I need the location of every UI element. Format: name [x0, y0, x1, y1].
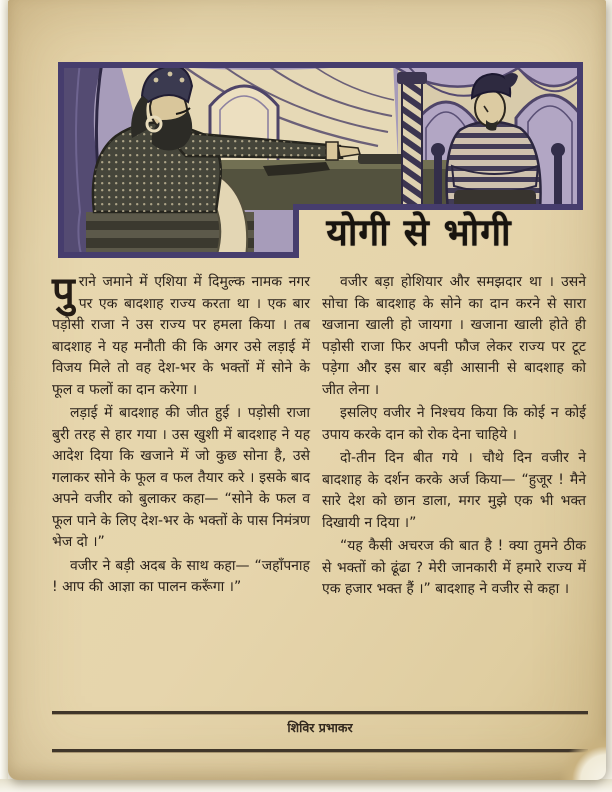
paragraph: दो-तीन दिन बीत गये । चौथे दिन वजीर ने बादशाह के दर्शन करके अर्ज किया— “हुजूर ! मैने सारे देश को छान डाला, मगर मुझे एक भी भक्त दिखायी न दिया ।” [322, 450, 586, 531]
footer-credit: शिविर प्रभाकर [287, 720, 353, 735]
paragraph: लड़ाई में बादशाह की जीत हुई । पड़ोसी राजा बुरी तरह से हार गया । उस खुशी में बादशाह ने यह आदेश दिया कि खजाने में जो कुछ सोना है, उसे गलाकर सोने के फूल व फल तैयार करे । इसके बाद अपने वजीर को बुलाकर कहा— “सोने के फल व फूल पाने के लिए देश-भर के भक्तों के पास निमंत्रण भेज दो ।” [52, 405, 310, 550]
drop-cap: पु [52, 269, 75, 315]
paragraph-text: राने जमाने में एशिया में दिमुल्क नामक नगर पर एक बादशाह राज्य करता था । एक बार पड़ोसी राजा ने उस राज्य पर हमला किया । तब बादशाह ने यह मनौती की कि अगर उसे लड़ाई में विजय मिले तो वह देश-भर के भक्तों में सोने के फूल व फलों का दान करेगा । [52, 274, 310, 398]
paragraph: वजीर ने बड़ी अदब के साथ कहा— “जहाँपनाह ! आप की आज्ञा का पालन करूँगा ।” [52, 557, 310, 595]
story-title: योगी से भोगी [326, 211, 512, 254]
scan-edge-bottom [0, 779, 612, 792]
paragraph: वजीर बड़ा होशियार और समझदार था । उसने सोचा कि बादशाह के सोने का दान करने से सारा खजाना खाली हो जायगा । खजाना खाली होते ही पड़ोसी राजा फिर अपनी फौज लेकर राज्य पर टूट पड़ेगा और इस बार बड़ी आसानी से बादशाह को जीत लेना । [322, 274, 586, 398]
page-corner-curl [550, 732, 606, 780]
footer-rule-top [52, 711, 588, 714]
vizier-face [475, 90, 505, 126]
scan-edge-left [0, 0, 8, 792]
footer-rule-bottom [52, 749, 588, 752]
text-column-left [52, 269, 310, 601]
text-column-right [322, 272, 586, 603]
book-page [8, 0, 606, 780]
paragraph: “यह कैसी अचरज की बात है ! क्या तुमने ठीक से भक्तों को ढूंढा ? मेरी जानकारी में हमारे राज्य में एक हजार भक्त हैं ।” बादशाह ने वजीर से कहा । [322, 538, 586, 597]
paragraph: इसलिए वजीर ने निश्चय किया कि कोई न कोई उपाय करके दान को रोक देना चाहिये । [322, 405, 586, 443]
paragraph [52, 269, 310, 401]
striped-pillar [397, 72, 427, 216]
